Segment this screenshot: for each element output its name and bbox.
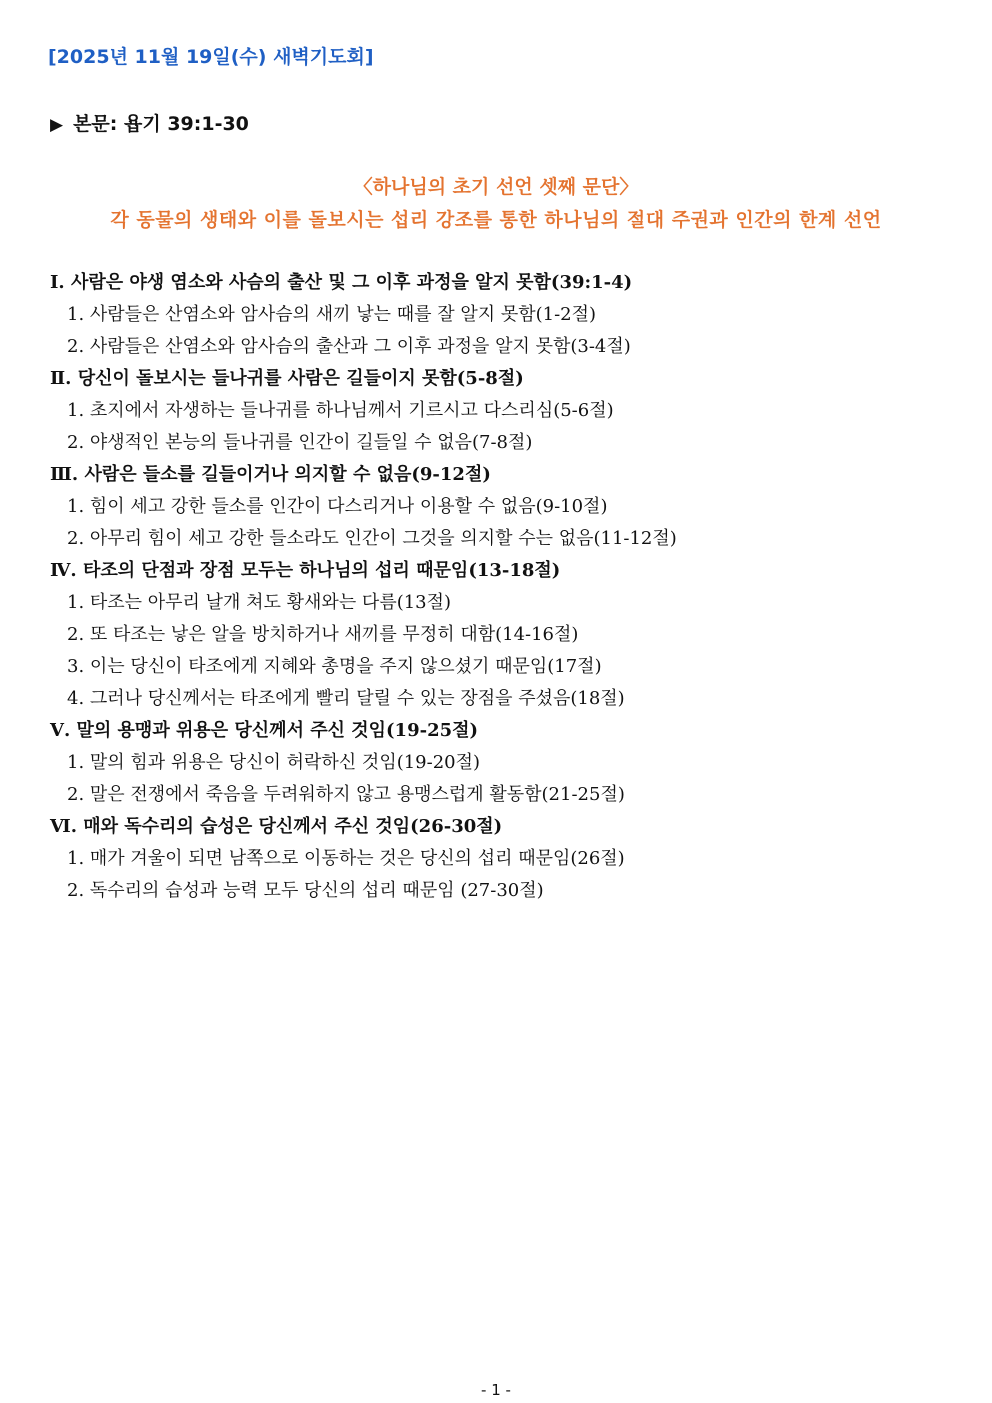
- outline-item: 2. 말은 전쟁에서 죽음을 두려워하지 않고 용맹스럽게 활동함(21-25절): [67, 784, 625, 805]
- triangle-marker-icon: ▶: [50, 115, 64, 135]
- passage-label: 본문: 욥기 39:1-30: [73, 113, 249, 135]
- outline-section-title: Ⅱ. 당신이 돌보시는 들나귀를 사람은 길들이지 못함(5-8절): [50, 368, 524, 389]
- outline-item: 4. 그러나 당신께서는 타조에게 빨리 달릴 수 있는 장점을 주셨음(18절): [67, 688, 625, 709]
- outline-item: 1. 말의 힘과 위용은 당신이 허락하신 것임(19-20절): [67, 752, 481, 773]
- outline-item: 2. 독수리의 습성과 능력 모두 당신의 섭리 때문임 (27-30절): [67, 880, 544, 901]
- scripture-passage: [50, 109, 249, 136]
- outline-section-title: Ⅲ. 사람은 들소를 길들이거나 의지할 수 없음(9-12절): [50, 464, 491, 485]
- outline-section-title: Ⅵ. 매와 독수리의 습성은 당신께서 주신 것임(26-30절): [50, 816, 503, 837]
- outline-section-title: Ⅳ. 타조의 단점과 장점 모두는 하나님의 섭리 때문임(13-18절): [50, 560, 561, 581]
- outline-item: 3. 이는 당신이 타조에게 지혜와 총명을 주지 않으셨기 때문임(17절): [67, 656, 602, 677]
- outline-item: 2. 또 타조는 낳은 알을 방치하거나 새끼를 무정히 대함(14-16절): [67, 624, 579, 645]
- outline-item: 1. 초지에서 자생하는 들나귀를 하나님께서 기르시고 다스리심(5-6절): [67, 400, 614, 421]
- page-number: - 1 -: [481, 1381, 511, 1399]
- outline-section-title: Ⅴ. 말의 용맹과 위용은 당신께서 주신 것임(19-25절): [50, 720, 479, 741]
- sermon-outline: [50, 267, 950, 907]
- outline-item: 1. 힘이 세고 강한 들소를 인간이 다스리거나 이용할 수 없음(9-10절): [67, 496, 608, 517]
- outline-item: 1. 사람들은 산염소와 암사슴의 새끼 낳는 때를 잘 알지 못함(1-2절): [67, 304, 597, 325]
- outline-section-title: Ⅰ. 사람은 야생 염소와 사슴의 출산 및 그 이후 과정을 알지 못함(39:1-4): [50, 272, 633, 293]
- outline-item: 1. 타조는 아무리 날개 쳐도 황새와는 다름(13절): [67, 592, 452, 613]
- outline-item: 2. 사람들은 산염소와 암사슴의 출산과 그 이후 과정을 알지 못함(3-4절): [67, 336, 631, 357]
- outline-item: 1. 매가 겨울이 되면 남쪽으로 이동하는 것은 당신의 섭리 때문임(26절): [67, 848, 625, 869]
- theme-statement: 각 동물의 생태와 이를 돌보시는 섭리 강조를 통한 하나님의 절대 주권과 인간의 한계 선언: [110, 209, 882, 231]
- service-date-header: [2025년 11월 19일(수) 새벽기도회]: [48, 46, 374, 68]
- outline-item: 2. 야생적인 본능의 들나귀를 인간이 길들일 수 없음(7-8절): [67, 432, 533, 453]
- outline-item: 2. 아무리 힘이 세고 강한 들소라도 인간이 그것을 의지할 수는 없음(11-12절): [67, 528, 677, 549]
- section-subtitle: 〈하나님의 초기 선언 셋째 문단〉: [353, 176, 639, 198]
